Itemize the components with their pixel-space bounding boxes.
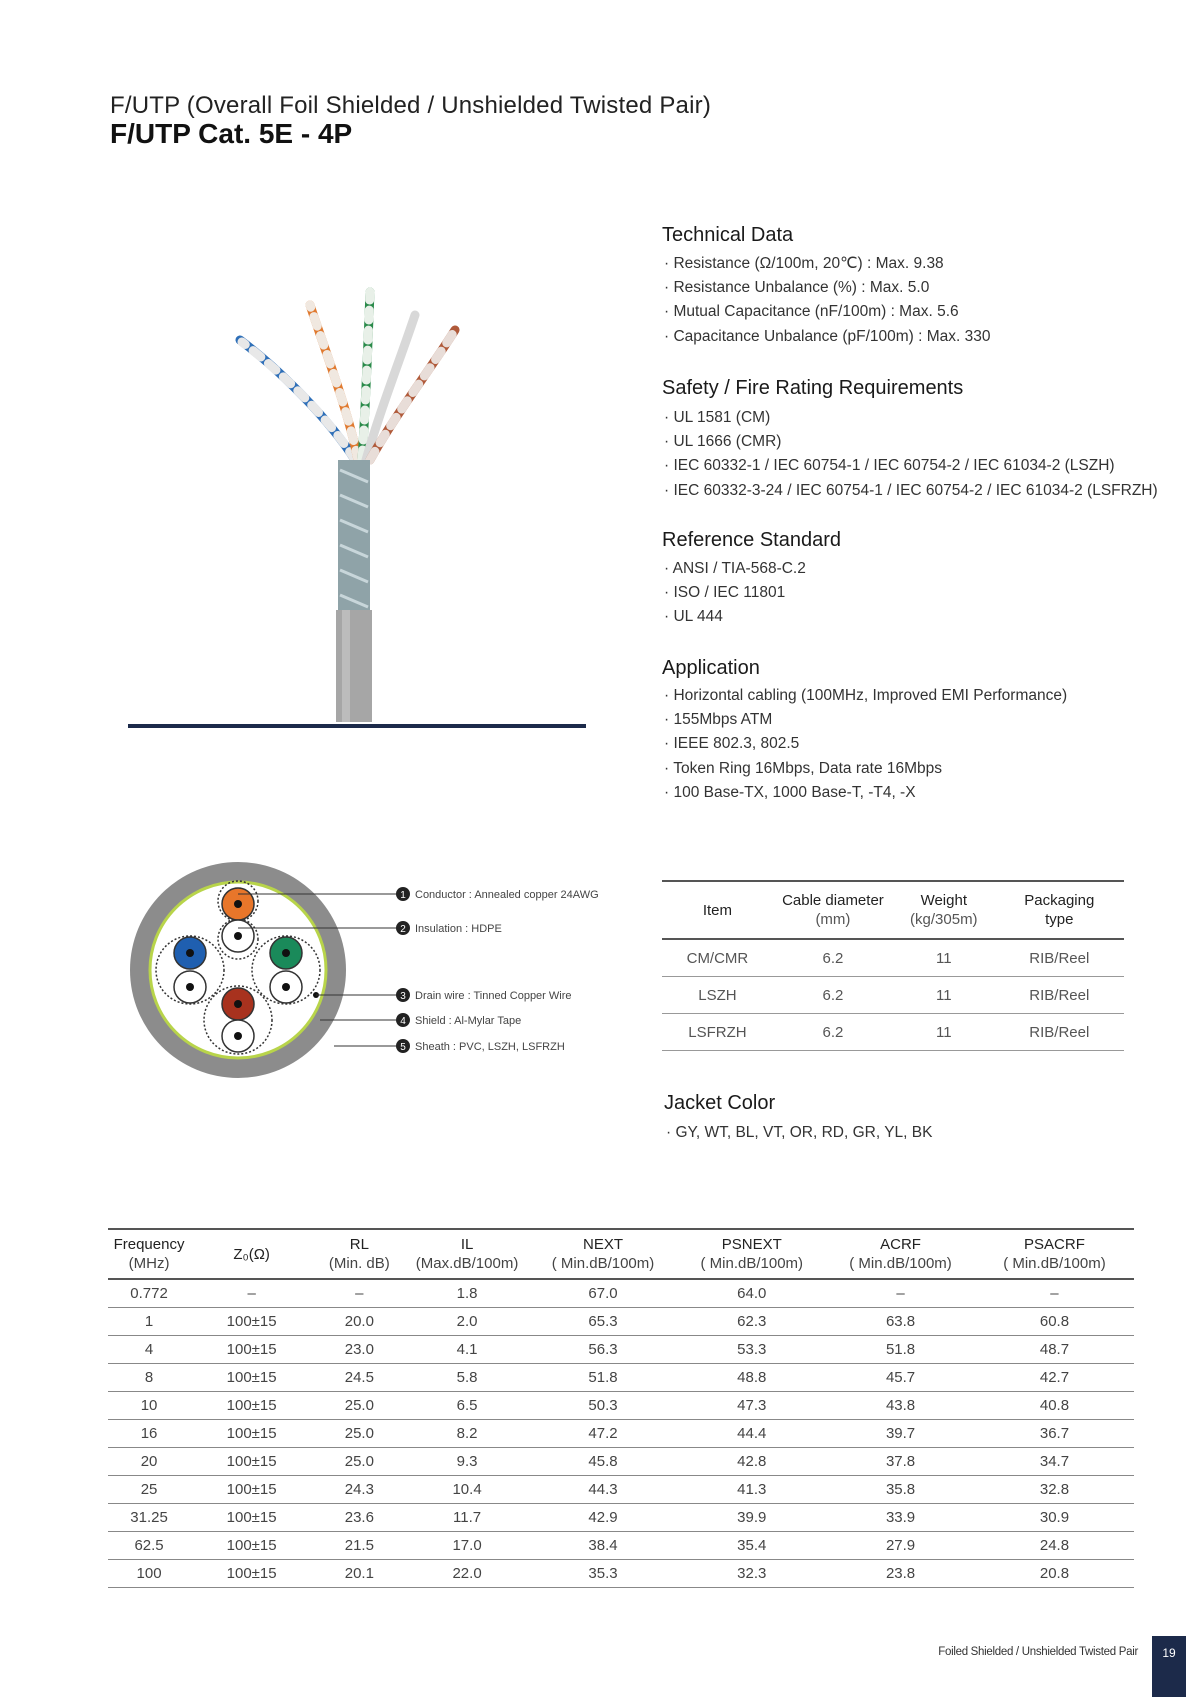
table-cell: 37.8 (826, 1448, 975, 1476)
table-header: RL (Min. dB) (313, 1229, 405, 1279)
list-item: · GY, WT, BL, VT, OR, RD, GR, YL, BK (666, 1121, 932, 1145)
safety-list (664, 406, 1158, 503)
table-cell: 100±15 (190, 1420, 313, 1448)
table-cell: 60.8 (975, 1308, 1134, 1336)
table-cell: 63.8 (826, 1308, 975, 1336)
page-subtitle: F/UTP (Overall Foil Shielded / Unshielded Twisted Pair) (110, 92, 712, 119)
list-item: · Resistance (Ω/100m, 20℃) : Max. 9.38 (664, 252, 991, 276)
table-cell: 24.3 (313, 1476, 405, 1504)
table-cell: 33.9 (826, 1504, 975, 1532)
table-cell: 45.7 (826, 1364, 975, 1392)
table-cell: – (313, 1279, 405, 1308)
table-cell: 1 (108, 1308, 190, 1336)
table-cell: 5.8 (406, 1364, 529, 1392)
table-cell: 9.3 (406, 1448, 529, 1476)
table-cell: 100 (108, 1560, 190, 1588)
table-cell: 0.772 (108, 1279, 190, 1308)
table-cell: 100±15 (190, 1504, 313, 1532)
table-cell: 32.8 (975, 1476, 1134, 1504)
table-cell: 10.4 (406, 1476, 529, 1504)
table-row (108, 1532, 1134, 1560)
table-header: NEXT ( Min.dB/100m) (529, 1229, 678, 1279)
table-cell: 24.5 (313, 1364, 405, 1392)
table-header: Item (662, 881, 773, 939)
table-cell: 30.9 (975, 1504, 1134, 1532)
list-item: · Resistance Unbalance (%) : Max. 5.0 (664, 276, 991, 300)
table-cell: 48.8 (677, 1364, 826, 1392)
table-cell: 100±15 (190, 1336, 313, 1364)
photo-baseline (128, 724, 586, 728)
table-cell: 45.8 (529, 1448, 678, 1476)
list-item: · 100 Base-TX, 1000 Base-T, -T4, -X (664, 781, 1067, 805)
table-cell: 62.5 (108, 1532, 190, 1560)
table-cell: 20.8 (975, 1560, 1134, 1588)
diagram-label-insulation: Insulation : HDPE (415, 923, 502, 935)
list-item: · UL 1581 (CM) (664, 406, 1158, 430)
table-cell: – (190, 1279, 313, 1308)
table-row (108, 1279, 1134, 1308)
safety-heading: Safety / Fire Rating Requirements (662, 377, 964, 399)
table-cell: 64.0 (677, 1279, 826, 1308)
table-header: Frequency (MHz) (108, 1229, 190, 1279)
cable-spec-table (662, 880, 1124, 1051)
table-row (108, 1392, 1134, 1420)
cross-section-diagram (120, 860, 620, 1080)
diagram-num: 1 (400, 890, 406, 901)
diagram-label-conductor: Conductor : Annealed copper 24AWG (415, 889, 599, 901)
table-cell: 41.3 (677, 1476, 826, 1504)
table-row (108, 1308, 1134, 1336)
diagram-num: 2 (400, 924, 406, 935)
list-item: · ANSI / TIA-568-C.2 (664, 557, 806, 581)
table-cell: 39.7 (826, 1420, 975, 1448)
page-number: 19 (1162, 1646, 1176, 1660)
table-cell: 34.7 (975, 1448, 1134, 1476)
table-row: LSZH 6.2 11 RIB/Reel (662, 977, 1124, 1014)
application-list (664, 684, 1067, 805)
list-item: · Mutual Capacitance (nF/100m) : Max. 5.6 (664, 300, 991, 324)
table-cell: – (826, 1279, 975, 1308)
table-cell: 10 (108, 1392, 190, 1420)
table-header: PSNEXT ( Min.dB/100m) (677, 1229, 826, 1279)
table-header: IL (Max.dB/100m) (406, 1229, 529, 1279)
list-item: · UL 1666 (CMR) (664, 430, 1158, 454)
table-cell: 100±15 (190, 1364, 313, 1392)
table-row (108, 1476, 1134, 1504)
table-cell: 100±15 (190, 1308, 313, 1336)
table-cell: 100±15 (190, 1476, 313, 1504)
table-cell: 20 (108, 1448, 190, 1476)
diagram-label-shield: Shield : Al-Mylar Tape (415, 1015, 522, 1027)
table-row: CM/CMR 6.2 11 RIB/Reel (662, 939, 1124, 977)
page-title: F/UTP Cat. 5E - 4P (110, 118, 353, 149)
table-cell: 25 (108, 1476, 190, 1504)
table-cell: 23.0 (313, 1336, 405, 1364)
list-item: · IEEE 802.3, 802.5 (664, 732, 1067, 756)
table-cell: 2.0 (406, 1308, 529, 1336)
list-item: · ISO / IEC 11801 (664, 581, 806, 605)
table-row (108, 1336, 1134, 1364)
table-cell: 23.6 (313, 1504, 405, 1532)
reference-heading: Reference Standard (662, 529, 842, 551)
list-item: · Capacitance Unbalance (pF/100m) : Max. 330 (664, 325, 991, 349)
table-cell: 100±15 (190, 1532, 313, 1560)
table-cell: 11.7 (406, 1504, 529, 1532)
table-header: ACRF ( Min.dB/100m) (826, 1229, 975, 1279)
table-cell: 44.4 (677, 1420, 826, 1448)
table-cell: – (975, 1279, 1134, 1308)
jacket-heading: Jacket Color (664, 1092, 776, 1114)
table-header: Packaging type (995, 881, 1124, 939)
table-cell: 43.8 (826, 1392, 975, 1420)
table-cell: 17.0 (406, 1532, 529, 1560)
table-cell: 23.8 (826, 1560, 975, 1588)
table-cell: 47.3 (677, 1392, 826, 1420)
table-cell: 1.8 (406, 1279, 529, 1308)
diagram-num: 4 (400, 1016, 406, 1027)
table-cell: 20.0 (313, 1308, 405, 1336)
table-cell: 35.3 (529, 1560, 678, 1588)
diagram-label-sheath: Sheath : PVC, LSZH, LSFRZH (415, 1041, 565, 1053)
footer-text: Foiled Shielded / Unshielded Twisted Pair (938, 1646, 1138, 1658)
table-cell: 8 (108, 1364, 190, 1392)
diagram-num: 3 (400, 991, 406, 1002)
cable-photo (110, 270, 590, 730)
table-row (108, 1420, 1134, 1448)
list-item: · Token Ring 16Mbps, Data rate 16Mbps (664, 757, 1067, 781)
table-cell: 38.4 (529, 1532, 678, 1560)
table-cell: 47.2 (529, 1420, 678, 1448)
table-cell: 39.9 (677, 1504, 826, 1532)
table-row (108, 1364, 1134, 1392)
list-item: · 155Mbps ATM (664, 708, 1067, 732)
table-cell: 100±15 (190, 1392, 313, 1420)
table-cell: 62.3 (677, 1308, 826, 1336)
table-cell: 48.7 (975, 1336, 1134, 1364)
table-cell: 42.9 (529, 1504, 678, 1532)
table-row: LSFRZH 6.2 11 RIB/Reel (662, 1014, 1124, 1051)
table-cell: 44.3 (529, 1476, 678, 1504)
table-cell: 50.3 (529, 1392, 678, 1420)
jacket-list (666, 1121, 932, 1145)
table-cell: 53.3 (677, 1336, 826, 1364)
table-row (108, 1448, 1134, 1476)
table-cell: 65.3 (529, 1308, 678, 1336)
table-cell: 67.0 (529, 1279, 678, 1308)
table-cell: 100±15 (190, 1560, 313, 1588)
table-cell: 42.8 (677, 1448, 826, 1476)
table-cell: 4.1 (406, 1336, 529, 1364)
table-cell: 51.8 (529, 1364, 678, 1392)
table-cell: 22.0 (406, 1560, 529, 1588)
table-cell: 25.0 (313, 1420, 405, 1448)
table-row (108, 1504, 1134, 1532)
table-cell: 51.8 (826, 1336, 975, 1364)
table-cell: 31.25 (108, 1504, 190, 1532)
table-header: PSACRF ( Min.dB/100m) (975, 1229, 1134, 1279)
table-cell: 21.5 (313, 1532, 405, 1560)
table-cell: 42.7 (975, 1364, 1134, 1392)
table-cell: 100±15 (190, 1448, 313, 1476)
table-cell: 6.5 (406, 1392, 529, 1420)
table-cell: 16 (108, 1420, 190, 1448)
table-cell: 20.1 (313, 1560, 405, 1588)
table-header: Cable diameter (mm) (773, 881, 893, 939)
technical-list (664, 252, 991, 349)
table-cell: 35.8 (826, 1476, 975, 1504)
table-cell: 36.7 (975, 1420, 1134, 1448)
performance-table (108, 1228, 1134, 1588)
list-item: · UL 444 (664, 605, 806, 629)
list-item: · IEC 60332-1 / IEC 60754-1 / IEC 60754-2 / IEC 61034-2 (LSZH) (664, 454, 1158, 478)
table-cell: 56.3 (529, 1336, 678, 1364)
table-cell: 32.3 (677, 1560, 826, 1588)
table-cell: 25.0 (313, 1392, 405, 1420)
list-item: · IEC 60332-3-24 / IEC 60754-1 / IEC 60754-2 / IEC 61034-2 (LSFRZH) (664, 479, 1158, 503)
table-cell: 27.9 (826, 1532, 975, 1560)
table-cell: 25.0 (313, 1448, 405, 1476)
diagram-num: 5 (400, 1042, 406, 1053)
table-cell: 35.4 (677, 1532, 826, 1560)
list-item: · Horizontal cabling (100MHz, Improved EMI Performance) (664, 684, 1067, 708)
table-cell: 40.8 (975, 1392, 1134, 1420)
diagram-label-drain-wire: Drain wire : Tinned Copper Wire (415, 990, 572, 1002)
table-cell: 4 (108, 1336, 190, 1364)
table-cell: 24.8 (975, 1532, 1134, 1560)
table-header: Z₀(Ω) (190, 1229, 313, 1279)
application-heading: Application (662, 657, 760, 679)
table-row (108, 1560, 1134, 1588)
technical-heading: Technical Data (662, 224, 794, 246)
table-cell: 8.2 (406, 1420, 529, 1448)
table-header: Weight (kg/305m) (893, 881, 995, 939)
reference-list (664, 557, 806, 630)
